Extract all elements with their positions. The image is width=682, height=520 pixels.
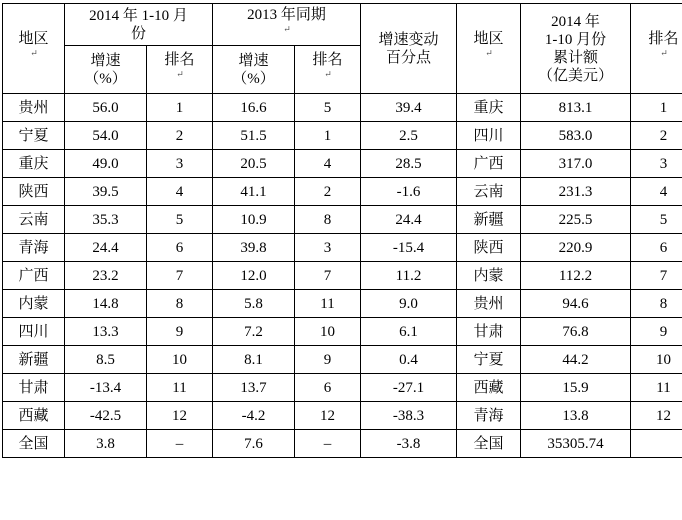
cell-rank-2014: 9	[147, 318, 213, 346]
header-region-1-label: 地区	[5, 30, 62, 48]
cell-growth-2013: 39.8	[213, 234, 295, 262]
cell-rank-2: 4	[631, 178, 682, 206]
header-delta	[361, 4, 457, 94]
cell-rank-2014: 11	[147, 374, 213, 402]
table-row	[3, 430, 682, 458]
cell-rank-2014: 5	[147, 206, 213, 234]
cell-growth-2013: 10.9	[213, 206, 295, 234]
header-delta-line2: 百分点	[363, 49, 454, 67]
cell-growth-2014: 49.0	[65, 150, 147, 178]
header-amount-line2: 1-10 月份	[523, 31, 628, 49]
cell-growth-2013: -4.2	[213, 402, 295, 430]
cell-rank-2014: 2	[147, 122, 213, 150]
cell-growth-2014: 56.0	[65, 94, 147, 122]
table-row	[3, 206, 682, 234]
cell-growth-2013: 7.2	[213, 318, 295, 346]
header-rank-2-label: 排名	[633, 30, 682, 48]
cell-rank-2014: 12	[147, 402, 213, 430]
header-2013-rank	[295, 46, 361, 94]
header-2014-rank-label: 排名	[149, 51, 210, 69]
cell-rank-2	[631, 430, 682, 458]
cell-amount: 225.5	[521, 206, 631, 234]
cell-delta: -27.1	[361, 374, 457, 402]
cell-growth-2013: 20.5	[213, 150, 295, 178]
cell-amount: 94.6	[521, 290, 631, 318]
cell-growth-2014: 23.2	[65, 262, 147, 290]
table-row	[3, 262, 682, 290]
cell-amount: 13.8	[521, 402, 631, 430]
header-region-2	[457, 4, 521, 94]
cell-amount: 231.3	[521, 178, 631, 206]
cell-region: 云南	[3, 206, 65, 234]
cell-rank-2: 9	[631, 318, 682, 346]
cell-growth-2014: 24.4	[65, 234, 147, 262]
cell-rank-2: 2	[631, 122, 682, 150]
cell-region-2: 贵州	[457, 290, 521, 318]
edit-mark-icon: ↵	[175, 69, 184, 79]
cell-rank-2014: 1	[147, 94, 213, 122]
cell-region-2: 内蒙	[457, 262, 521, 290]
cell-delta: 11.2	[361, 262, 457, 290]
cell-growth-2014: 8.5	[65, 346, 147, 374]
cell-amount: 317.0	[521, 150, 631, 178]
cell-region-2: 重庆	[457, 94, 521, 122]
cell-rank-2: 11	[631, 374, 682, 402]
edit-mark-icon: ↵	[29, 48, 38, 58]
cell-rank-2014: 8	[147, 290, 213, 318]
cell-growth-2014: 14.8	[65, 290, 147, 318]
cell-region: 四川	[3, 318, 65, 346]
header-2014-growth-line1: 增速	[67, 52, 144, 70]
cell-region: 青海	[3, 234, 65, 262]
cell-rank-2013: 11	[295, 290, 361, 318]
header-row-1	[3, 4, 682, 46]
table-row	[3, 318, 682, 346]
cell-delta: 39.4	[361, 94, 457, 122]
cell-growth-2014: 13.3	[65, 318, 147, 346]
cell-amount: 15.9	[521, 374, 631, 402]
table-row	[3, 94, 682, 122]
cell-growth-2013: 7.6	[213, 430, 295, 458]
cell-amount: 813.1	[521, 94, 631, 122]
table-body	[3, 4, 682, 94]
cell-rank-2: 1	[631, 94, 682, 122]
statistics-table	[2, 3, 682, 458]
cell-amount: 220.9	[521, 234, 631, 262]
cell-rank-2: 7	[631, 262, 682, 290]
cell-delta: -15.4	[361, 234, 457, 262]
cell-growth-2014: -13.4	[65, 374, 147, 402]
header-2013-growth	[213, 46, 295, 94]
header-amount-line3: 累计额	[523, 49, 628, 67]
cell-rank-2: 5	[631, 206, 682, 234]
cell-delta: 24.4	[361, 206, 457, 234]
cell-region: 广西	[3, 262, 65, 290]
table-row	[3, 150, 682, 178]
cell-rank-2014: 7	[147, 262, 213, 290]
cell-growth-2013: 5.8	[213, 290, 295, 318]
header-2013-title	[213, 4, 361, 46]
cell-rank-2013: 4	[295, 150, 361, 178]
cell-rank-2013: –	[295, 430, 361, 458]
cell-growth-2013: 41.1	[213, 178, 295, 206]
cell-rank-2014: 3	[147, 150, 213, 178]
cell-rank-2: 10	[631, 346, 682, 374]
cell-region-2: 西藏	[457, 374, 521, 402]
cell-growth-2014: 39.5	[65, 178, 147, 206]
cell-rank-2014: 4	[147, 178, 213, 206]
cell-region: 西藏	[3, 402, 65, 430]
cell-delta: -38.3	[361, 402, 457, 430]
cell-growth-2013: 51.5	[213, 122, 295, 150]
header-2013-rank-label: 排名	[297, 51, 358, 69]
header-2014-rank	[147, 46, 213, 94]
cell-delta: 28.5	[361, 150, 457, 178]
header-2014-title-line2: 份	[67, 25, 210, 43]
edit-mark-icon: ↵	[282, 24, 291, 34]
cell-region: 宁夏	[3, 122, 65, 150]
edit-mark-icon: ↵	[484, 48, 493, 58]
table-row	[3, 374, 682, 402]
header-amount	[521, 4, 631, 94]
cell-rank-2: 6	[631, 234, 682, 262]
cell-region: 全国	[3, 430, 65, 458]
header-2013-growth-line1: 增速	[215, 52, 292, 70]
header-amount-line1: 2014 年	[523, 13, 628, 31]
header-delta-line1: 增速变动	[363, 31, 454, 49]
header-amount-line4: （亿美元）	[523, 67, 628, 85]
header-2013-title-label: 2013 年同期	[215, 6, 358, 24]
cell-delta: 0.4	[361, 346, 457, 374]
cell-rank-2013: 8	[295, 206, 361, 234]
table-row	[3, 234, 682, 262]
cell-amount: 35305.74	[521, 430, 631, 458]
cell-rank-2: 3	[631, 150, 682, 178]
cell-rank-2013: 2	[295, 178, 361, 206]
header-2014-growth-line2: （%）	[67, 70, 144, 88]
cell-growth-2014: 54.0	[65, 122, 147, 150]
cell-growth-2014: 3.8	[65, 430, 147, 458]
document-sheet	[0, 3, 682, 520]
cell-rank-2013: 1	[295, 122, 361, 150]
cell-amount: 583.0	[521, 122, 631, 150]
cell-delta: 2.5	[361, 122, 457, 150]
cell-region-2: 广西	[457, 150, 521, 178]
cell-amount: 76.8	[521, 318, 631, 346]
header-2014-title-line1: 2014 年 1-10 月	[67, 7, 210, 25]
table-row	[3, 178, 682, 206]
table-row	[3, 346, 682, 374]
header-2014-title	[65, 4, 213, 46]
cell-region-2: 新疆	[457, 206, 521, 234]
header-2014-growth	[65, 46, 147, 94]
cell-growth-2013: 8.1	[213, 346, 295, 374]
cell-rank-2013: 5	[295, 94, 361, 122]
cell-rank-2014: 10	[147, 346, 213, 374]
table-data-rows	[3, 94, 682, 458]
cell-rank-2013: 7	[295, 262, 361, 290]
header-region-2-label: 地区	[459, 30, 518, 48]
cell-rank-2013: 12	[295, 402, 361, 430]
cell-growth-2014: 35.3	[65, 206, 147, 234]
cell-rank-2013: 6	[295, 374, 361, 402]
table-row	[3, 290, 682, 318]
cell-region-2: 四川	[457, 122, 521, 150]
edit-mark-icon: ↵	[323, 69, 332, 79]
cell-region-2: 青海	[457, 402, 521, 430]
cell-delta: -1.6	[361, 178, 457, 206]
cell-region-2: 甘肃	[457, 318, 521, 346]
cell-region: 陕西	[3, 178, 65, 206]
header-rank-2	[631, 4, 682, 94]
table-row	[3, 402, 682, 430]
cell-rank-2: 8	[631, 290, 682, 318]
cell-region-2: 陕西	[457, 234, 521, 262]
cell-rank-2013: 3	[295, 234, 361, 262]
cell-delta: 9.0	[361, 290, 457, 318]
cell-region-2: 宁夏	[457, 346, 521, 374]
cell-region: 内蒙	[3, 290, 65, 318]
cell-rank-2: 12	[631, 402, 682, 430]
header-2013-growth-line2: （%）	[215, 70, 292, 88]
cell-amount: 112.2	[521, 262, 631, 290]
cell-region-2: 云南	[457, 178, 521, 206]
cell-delta: 6.1	[361, 318, 457, 346]
cell-region: 甘肃	[3, 374, 65, 402]
cell-growth-2013: 13.7	[213, 374, 295, 402]
cell-region: 重庆	[3, 150, 65, 178]
cell-rank-2013: 9	[295, 346, 361, 374]
cell-rank-2013: 10	[295, 318, 361, 346]
cell-region: 贵州	[3, 94, 65, 122]
edit-mark-icon: ↵	[659, 48, 668, 58]
cell-region: 新疆	[3, 346, 65, 374]
cell-rank-2014: 6	[147, 234, 213, 262]
table-row	[3, 122, 682, 150]
header-region-1	[3, 4, 65, 94]
cell-growth-2013: 12.0	[213, 262, 295, 290]
cell-delta: -3.8	[361, 430, 457, 458]
cell-rank-2014: –	[147, 430, 213, 458]
cell-growth-2014: -42.5	[65, 402, 147, 430]
cell-growth-2013: 16.6	[213, 94, 295, 122]
cell-amount: 44.2	[521, 346, 631, 374]
cell-region-2: 全国	[457, 430, 521, 458]
